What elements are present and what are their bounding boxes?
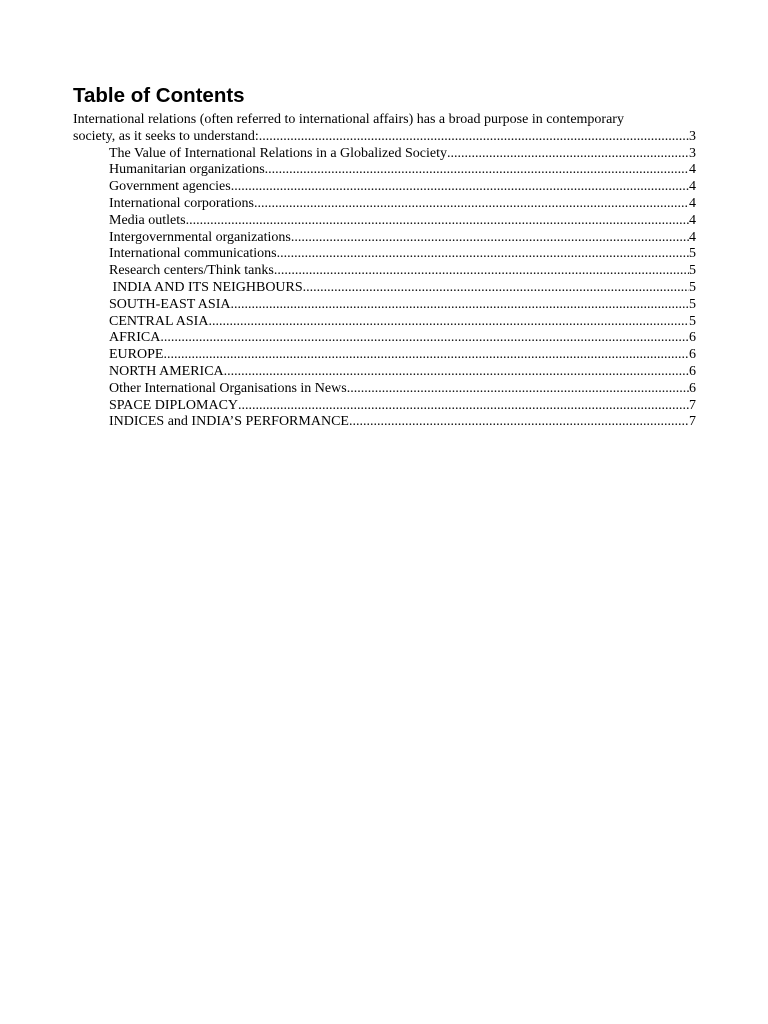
toc-entry-page-number: 4 — [689, 195, 696, 211]
toc-list — [73, 112, 696, 431]
dot-leader — [349, 414, 689, 431]
toc-entry-label-line1: International relations (often referred to international affairs) has a broad purpose in contemporary — [73, 112, 624, 127]
toc-entry[interactable] — [73, 280, 696, 297]
dot-leader — [347, 381, 689, 398]
toc-entry-row — [109, 196, 696, 213]
toc-entry[interactable] — [73, 112, 696, 146]
toc-entry-page-number: 6 — [689, 347, 696, 363]
toc-entry-label: International corporations — [109, 195, 255, 211]
dot-leader — [231, 179, 689, 196]
dot-leader — [208, 314, 689, 331]
toc-entry-row — [109, 330, 696, 347]
toc-entry-page-number: 3 — [689, 128, 696, 144]
toc-entry-page-number: 4 — [689, 229, 696, 245]
toc-entry-row — [109, 280, 696, 297]
toc-entry-row — [109, 246, 696, 263]
toc-entry-row — [109, 347, 696, 364]
toc-entry-label: Other International Organisations in News — [109, 380, 347, 396]
toc-entry[interactable] — [73, 297, 696, 314]
toc-entry-label: EUROPE — [109, 347, 164, 363]
toc-entry-page-number: 6 — [689, 363, 696, 379]
toc-entry-row — [109, 398, 696, 415]
toc-entry[interactable] — [73, 347, 696, 364]
dot-leader — [291, 230, 689, 247]
dot-leader — [277, 246, 689, 263]
toc-entry[interactable] — [73, 414, 696, 431]
toc-entry-row — [109, 179, 696, 196]
toc-entry-page-number: 5 — [689, 296, 696, 312]
toc-entry[interactable] — [73, 263, 696, 280]
toc-entry-row — [73, 129, 696, 146]
toc-entry-page-number: 5 — [689, 263, 696, 279]
toc-title: Table of Contents — [73, 84, 245, 107]
dot-leader — [447, 146, 689, 163]
toc-entry-page-number: 5 — [689, 313, 696, 329]
toc-entry-row — [109, 230, 696, 247]
toc-entry-page-number: 7 — [689, 397, 696, 413]
toc-entry-label: Research centers/Think tanks — [109, 263, 274, 279]
dot-leader — [238, 398, 689, 415]
toc-entry-label: Intergovernmental organizations — [109, 229, 291, 245]
toc-entry-label: SOUTH-EAST ASIA — [109, 296, 231, 312]
toc-entry[interactable] — [73, 314, 696, 331]
toc-entry-label: AFRICA — [109, 330, 161, 346]
toc-entry-page-number: 6 — [689, 380, 696, 396]
toc-entry-page-number: 4 — [689, 179, 696, 195]
toc-entry-page-number: 7 — [689, 414, 696, 430]
dot-leader — [274, 263, 689, 280]
toc-entry[interactable] — [73, 398, 696, 415]
toc-entry-label: International communications — [109, 246, 277, 262]
toc-entry-row — [109, 146, 696, 163]
toc-entry-row — [109, 381, 696, 398]
toc-entry-row — [109, 297, 696, 314]
toc-entry-label: CENTRAL ASIA — [109, 313, 209, 329]
toc-entry[interactable] — [73, 246, 696, 263]
toc-entry[interactable] — [73, 230, 696, 247]
toc-entry-page-number: 5 — [689, 279, 696, 295]
toc-entry-page-number: 5 — [689, 246, 696, 262]
toc-entry-label: Media outlets — [109, 212, 186, 228]
toc-entry[interactable] — [73, 179, 696, 196]
toc-entry-label: The Value of International Relations in a Globalized Society — [109, 145, 447, 161]
toc-entry[interactable] — [73, 364, 696, 381]
toc-entry-row — [109, 414, 696, 431]
toc-entry-page-number: 4 — [689, 212, 696, 228]
toc-entry-page-number: 3 — [689, 145, 696, 161]
document-page — [73, 84, 696, 431]
toc-entry-label: Government agencies — [109, 179, 231, 195]
toc-entry-row — [109, 364, 696, 381]
dot-leader — [224, 364, 689, 381]
toc-entry-page-number: 6 — [689, 330, 696, 346]
toc-entry[interactable] — [73, 162, 696, 179]
toc-entry-label: Humanitarian organizations — [109, 162, 265, 178]
toc-entry-label: NORTH AMERICA — [109, 363, 224, 379]
dot-leader — [259, 129, 689, 146]
toc-entry[interactable] — [73, 146, 696, 163]
toc-entry-row — [109, 263, 696, 280]
toc-entry-label: INDIA AND ITS NEIGHBOURS — [109, 279, 303, 295]
toc-entry[interactable] — [73, 381, 696, 398]
dot-leader — [160, 330, 689, 347]
dot-leader — [303, 280, 689, 297]
toc-entry-row — [109, 213, 696, 230]
dot-leader — [254, 196, 689, 213]
toc-entry-row — [109, 162, 696, 179]
toc-entry-label: society, as it seeks to understand: — [73, 128, 259, 144]
dot-leader — [163, 347, 689, 364]
toc-entry-label: INDICES and INDIA’S PERFORMANCE — [109, 414, 349, 430]
dot-leader — [265, 162, 689, 179]
toc-entry[interactable] — [73, 213, 696, 230]
dot-leader — [230, 297, 689, 314]
toc-entry[interactable] — [73, 196, 696, 213]
dot-leader — [186, 213, 689, 230]
toc-entry-label: SPACE DIPLOMACY — [109, 397, 239, 413]
toc-entry[interactable] — [73, 330, 696, 347]
toc-entry-row — [109, 314, 696, 331]
toc-entry-page-number: 4 — [689, 162, 696, 178]
